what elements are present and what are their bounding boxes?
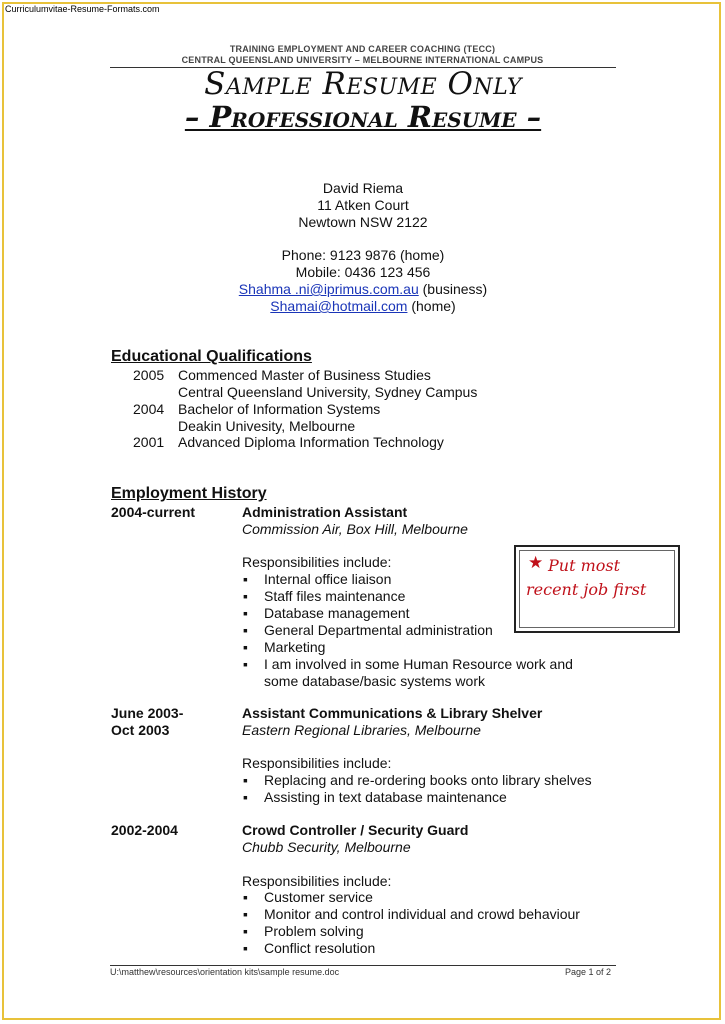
email-business-suffix: (business) (418, 281, 488, 297)
job-date-end: Oct 2003 (111, 722, 170, 738)
bullet-icon: ▪ (243, 656, 248, 672)
footer-page-number: Page 1 of 2 (565, 967, 612, 977)
contact-phone: Phone: 9123 9876 (home) (281, 247, 445, 263)
edu-line: Bachelor of Information Systems (178, 401, 381, 417)
list-item: I am involved in some Human Resource work and (264, 656, 573, 672)
star-icon: ★ (528, 553, 544, 572)
job-company: Eastern Regional Libraries, Melbourne (242, 722, 481, 738)
bullet-icon: ▪ (243, 889, 248, 905)
list-item-continued: some database/basic systems work (264, 673, 485, 689)
list-item: Customer service (264, 889, 373, 905)
email-business-link[interactable]: Shahma .ni@iprimus.com.au (238, 281, 419, 297)
bullet-icon: ▪ (243, 789, 248, 805)
list-item: Staff files maintenance (264, 588, 406, 604)
job-title: Crowd Controller / Security Guard (242, 822, 469, 838)
note-line: Put most (548, 556, 621, 575)
contact-mobile: Mobile: 0436 123 456 (295, 264, 431, 280)
email-home-suffix: (home) (407, 298, 456, 314)
responsibilities-label: Responsibilities include: (242, 554, 392, 570)
list-item: Internal office liaison (264, 571, 392, 587)
contact-email-business (110, 281, 616, 297)
job-title: Administration Assistant (242, 504, 408, 520)
edu-line: Deakin Univesity, Melbourne (178, 418, 356, 434)
bullet-icon: ▪ (243, 940, 248, 956)
footer-rule (110, 965, 616, 966)
list-item: Replacing and re-ordering books onto library shelves (264, 772, 592, 788)
header-campus-line: CENTRAL QUEENSLAND UNIVERSITY – MELBOURNE INTERNATIONAL CAMPUS (181, 55, 544, 65)
bullet-icon: ▪ (243, 772, 248, 788)
site-label: Curriculumvitae-Resume-Formats.com (5, 4, 160, 14)
bullet-icon: ▪ (243, 639, 248, 655)
contact-address2: Newtown NSW 2122 (298, 214, 428, 230)
employment-heading: Employment History (111, 485, 267, 502)
email-home-link[interactable]: Shamai@hotmail.com (270, 298, 408, 314)
footer-file-path: U:\matthew\resources\orientation kits\sample resume.doc (110, 967, 340, 977)
note-line: recent job first (526, 580, 647, 599)
list-item: Conflict resolution (264, 940, 376, 956)
edu-year: 2001 (133, 434, 165, 450)
bullet-icon: ▪ (243, 605, 248, 621)
education-heading: Educational Qualifications (111, 348, 312, 365)
list-item: Assisting in text database maintenance (264, 789, 507, 805)
list-item: General Departmental administration (264, 622, 493, 638)
list-item: Problem solving (264, 923, 364, 939)
responsibilities-label: Responsibilities include: (242, 755, 392, 771)
title-professional-resume: – Professional Resume – (184, 100, 542, 134)
bullet-icon: ▪ (243, 571, 248, 587)
job-date: 2004-current (111, 504, 196, 520)
header-org-line: TRAINING EMPLOYMENT AND CAREER COACHING (TECC) (229, 44, 496, 54)
list-item: Monitor and control individual and crowd behaviour (264, 906, 580, 922)
edu-line: Commenced Master of Business Studies (178, 367, 431, 383)
responsibilities-label: Responsibilities include: (242, 873, 392, 889)
edu-line: Central Queensland University, Sydney Campus (178, 384, 478, 400)
job-date: 2002-2004 (111, 822, 178, 838)
contact-name: David Riema (322, 180, 404, 196)
list-item: Marketing (264, 639, 326, 655)
edu-year: 2004 (133, 401, 165, 417)
job-title: Assistant Communications & Library Shelver (242, 705, 543, 721)
edu-year: 2005 (133, 367, 165, 383)
job-date: June 2003- (111, 705, 184, 721)
job-company: Commission Air, Box Hill, Melbourne (242, 521, 468, 537)
bullet-icon: ▪ (243, 588, 248, 604)
handwritten-note (514, 545, 680, 633)
bullet-icon: ▪ (243, 622, 248, 638)
contact-address1: 11 Atken Court (317, 197, 409, 213)
title-sample-resume: Sample Resume Only (204, 66, 522, 102)
contact-email-home (110, 298, 616, 314)
bullet-icon: ▪ (243, 906, 248, 922)
edu-line: Advanced Diploma Information Technology (178, 434, 444, 450)
list-item: Database management (264, 605, 410, 621)
bullet-icon: ▪ (243, 923, 248, 939)
job-company: Chubb Security, Melbourne (242, 839, 411, 855)
